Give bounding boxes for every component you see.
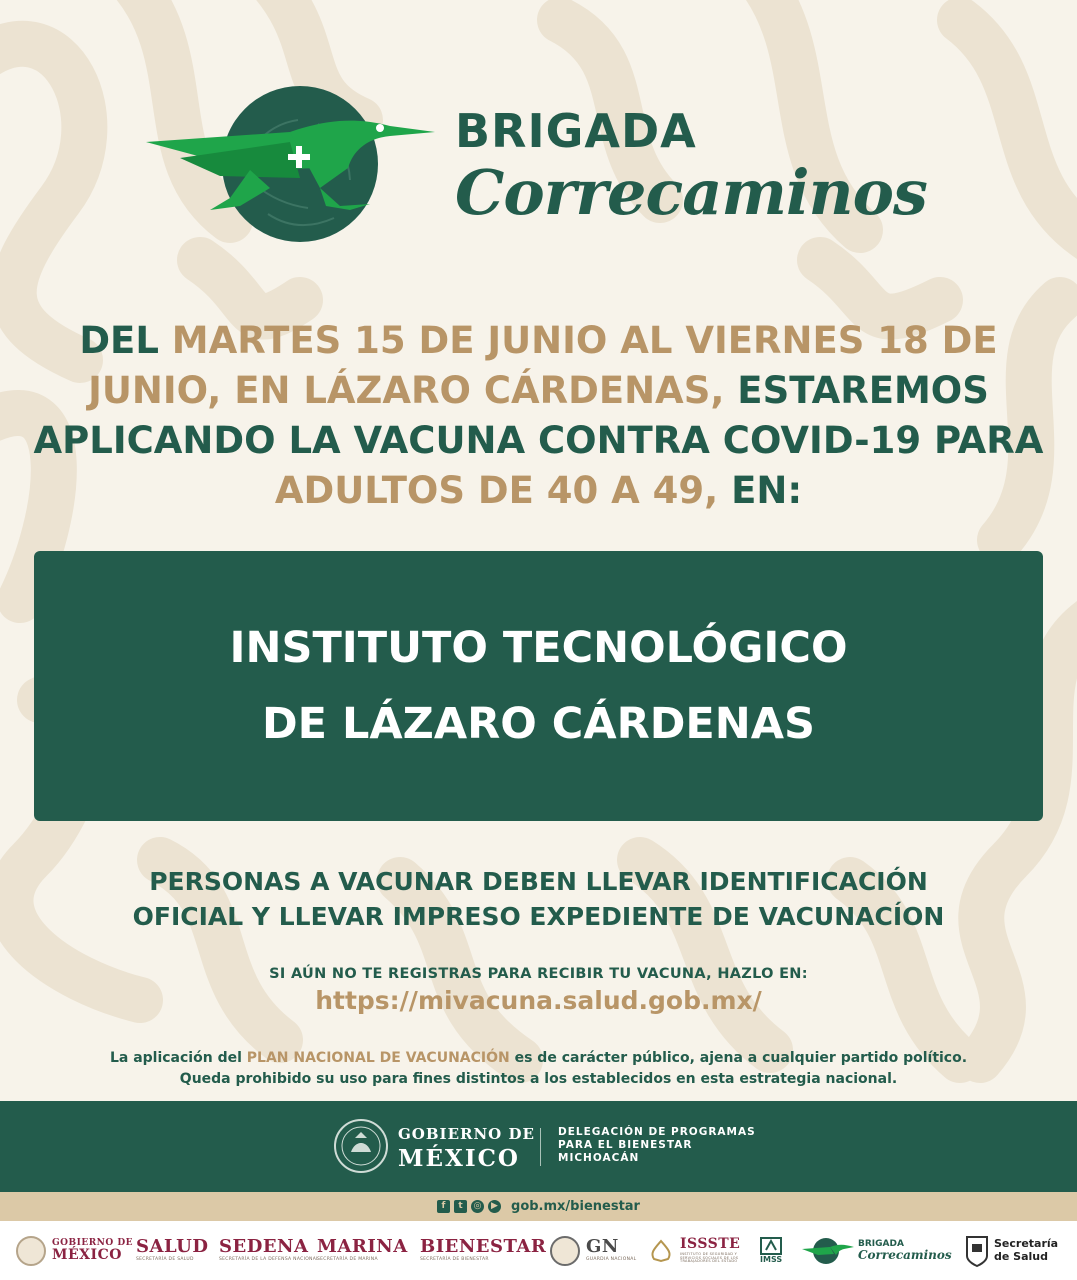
footer-divider — [540, 1128, 541, 1166]
agency-sedena: SEDENA — [219, 1236, 309, 1258]
delegacion-line-3: MICHOACÁN — [558, 1152, 640, 1164]
facebook-icon[interactable]: f — [437, 1200, 450, 1213]
agency-marina: MARINA — [317, 1236, 408, 1258]
youtube-icon[interactable]: ▶ — [488, 1200, 501, 1213]
venue-box — [34, 551, 1043, 821]
headline-segment: ESTAREMOS APLICANDO LA VACUNA CONTRA COVID-19 PARA — [33, 369, 1044, 462]
agency-salud-sub: SECRETARÍA DE SALUD — [136, 1257, 194, 1263]
agency-gn: GN — [586, 1236, 619, 1258]
agency-marina-sub: SECRETARÍA DE MARINA — [317, 1257, 378, 1263]
gobierno-line-1: GOBIERNO DE — [398, 1125, 535, 1143]
headline-age-range: ADULTOS DE 40 A 49, — [274, 469, 719, 512]
agency-salud: SALUD — [136, 1236, 209, 1258]
gobierno-mexico-wordmark — [398, 1125, 535, 1172]
agency-bienestar-sub: SECRETARÍA DE BIENESTAR — [420, 1257, 489, 1263]
agency-gobierno-line-1: GOBIERNO DE — [52, 1238, 134, 1248]
social-url-link[interactable]: gob.mx/bienestar — [511, 1199, 640, 1214]
agency-gn-sub: GUARDIA NACIONAL — [586, 1257, 637, 1263]
disclaimer-highlight: PLAN NACIONAL DE VACUNACIÓN — [246, 1050, 510, 1066]
disclaimer-pre: La aplicación del — [109, 1050, 247, 1066]
agency-gobierno-line-2: MÉXICO — [52, 1247, 122, 1263]
roadrunner-bird-icon — [140, 78, 440, 248]
requirements-line-2: OFICIAL Y LLEVAR IMPRESO EXPEDIENTE DE VACUNACÍON — [132, 902, 945, 931]
social-band — [0, 1192, 1077, 1221]
agency-secretaria-line-1: Secretaría — [994, 1237, 1059, 1251]
logo-imss — [760, 1221, 782, 1280]
imss-icon — [760, 1237, 782, 1255]
agency-issste: ISSSTE — [680, 1236, 741, 1253]
register-prompt: SI AÚN NO TE REGISTRAS PARA RECIBIR TU VACUNA, HAZLO EN: — [269, 966, 808, 982]
delegacion-line-2: PARA EL BIENESTAR — [558, 1139, 693, 1151]
disclaimer — [40, 1048, 1037, 1090]
agency-sedena-sub: SECRETARÍA DE LA DEFENSA NACIONAL — [219, 1257, 319, 1263]
agency-brigada-line-2: Correcaminos — [858, 1248, 952, 1262]
requirements-line-1: PERSONAS A VACUNAR DEBEN LLEVAR IDENTIFICACIÓN — [149, 867, 928, 896]
venue-name-line-2: DE LÁZARO CÁRDENAS — [261, 699, 816, 749]
roadrunner-small-icon — [800, 1236, 856, 1266]
headline — [30, 316, 1047, 516]
disclaimer-line-2: Queda prohibido su uso para fines distintos a los establecidos en esta estrategia nacional. — [179, 1071, 898, 1087]
logo-salud — [136, 1221, 208, 1280]
logo-guardia-nacional — [550, 1221, 636, 1280]
guardia-seal-icon — [550, 1236, 580, 1266]
logo-sedena — [219, 1221, 319, 1280]
agency-brigada-line-1: BRIGADA — [858, 1239, 904, 1249]
brigada-logo — [140, 78, 940, 248]
footer-band — [0, 1101, 1077, 1192]
headline-segment: DEL — [79, 319, 172, 362]
logo-brigada-small — [800, 1221, 952, 1280]
mexico-seal-icon — [333, 1118, 389, 1174]
delegacion-text — [558, 1126, 756, 1165]
agency-logos-row — [0, 1221, 1077, 1280]
headline-date-location: MARTES 15 DE JUNIO AL VIERNES 18 DE JUNIO, EN LÁZARO CÁRDENAS, — [88, 319, 998, 412]
instagram-icon[interactable]: ◎ — [471, 1200, 484, 1213]
disclaimer-post: es de carácter público, ajena a cualquier partido político. — [509, 1050, 968, 1066]
issste-icon — [646, 1239, 676, 1263]
michoacan-shield-icon — [964, 1234, 990, 1268]
brand-title: BRIGADA — [455, 104, 697, 158]
agency-bienestar: BIENESTAR — [420, 1236, 547, 1258]
logo-secretaria-salud — [964, 1221, 1058, 1280]
logo-issste — [646, 1221, 750, 1280]
delegacion-line-1: DELEGACIÓN DE PROGRAMAS — [558, 1126, 756, 1138]
headline-segment: EN: — [718, 469, 803, 512]
logo-marina — [317, 1221, 408, 1280]
venue-name-line-1: INSTITUTO TECNOLÓGICO — [229, 623, 848, 673]
agency-imss: IMSS — [760, 1255, 783, 1264]
register-url-link[interactable]: https://mivacuna.salud.gob.mx/ — [315, 986, 762, 1015]
brand-subtitle: Correcaminos — [455, 156, 927, 229]
gobierno-seal-icon — [16, 1236, 46, 1266]
agency-secretaria-line-2: de Salud — [994, 1249, 1048, 1263]
requirements-text — [40, 864, 1037, 934]
logo-bienestar — [420, 1221, 546, 1280]
agency-issste-sub: INSTITUTO DE SEGURIDAD Y SERVICIOS SOCIALES DE LOS TRABAJADORES DEL ESTADO — [680, 1252, 739, 1264]
gobierno-line-2: MÉXICO — [398, 1145, 520, 1172]
logo-gobierno-mexico — [16, 1221, 133, 1280]
twitter-icon[interactable]: t — [454, 1200, 467, 1213]
